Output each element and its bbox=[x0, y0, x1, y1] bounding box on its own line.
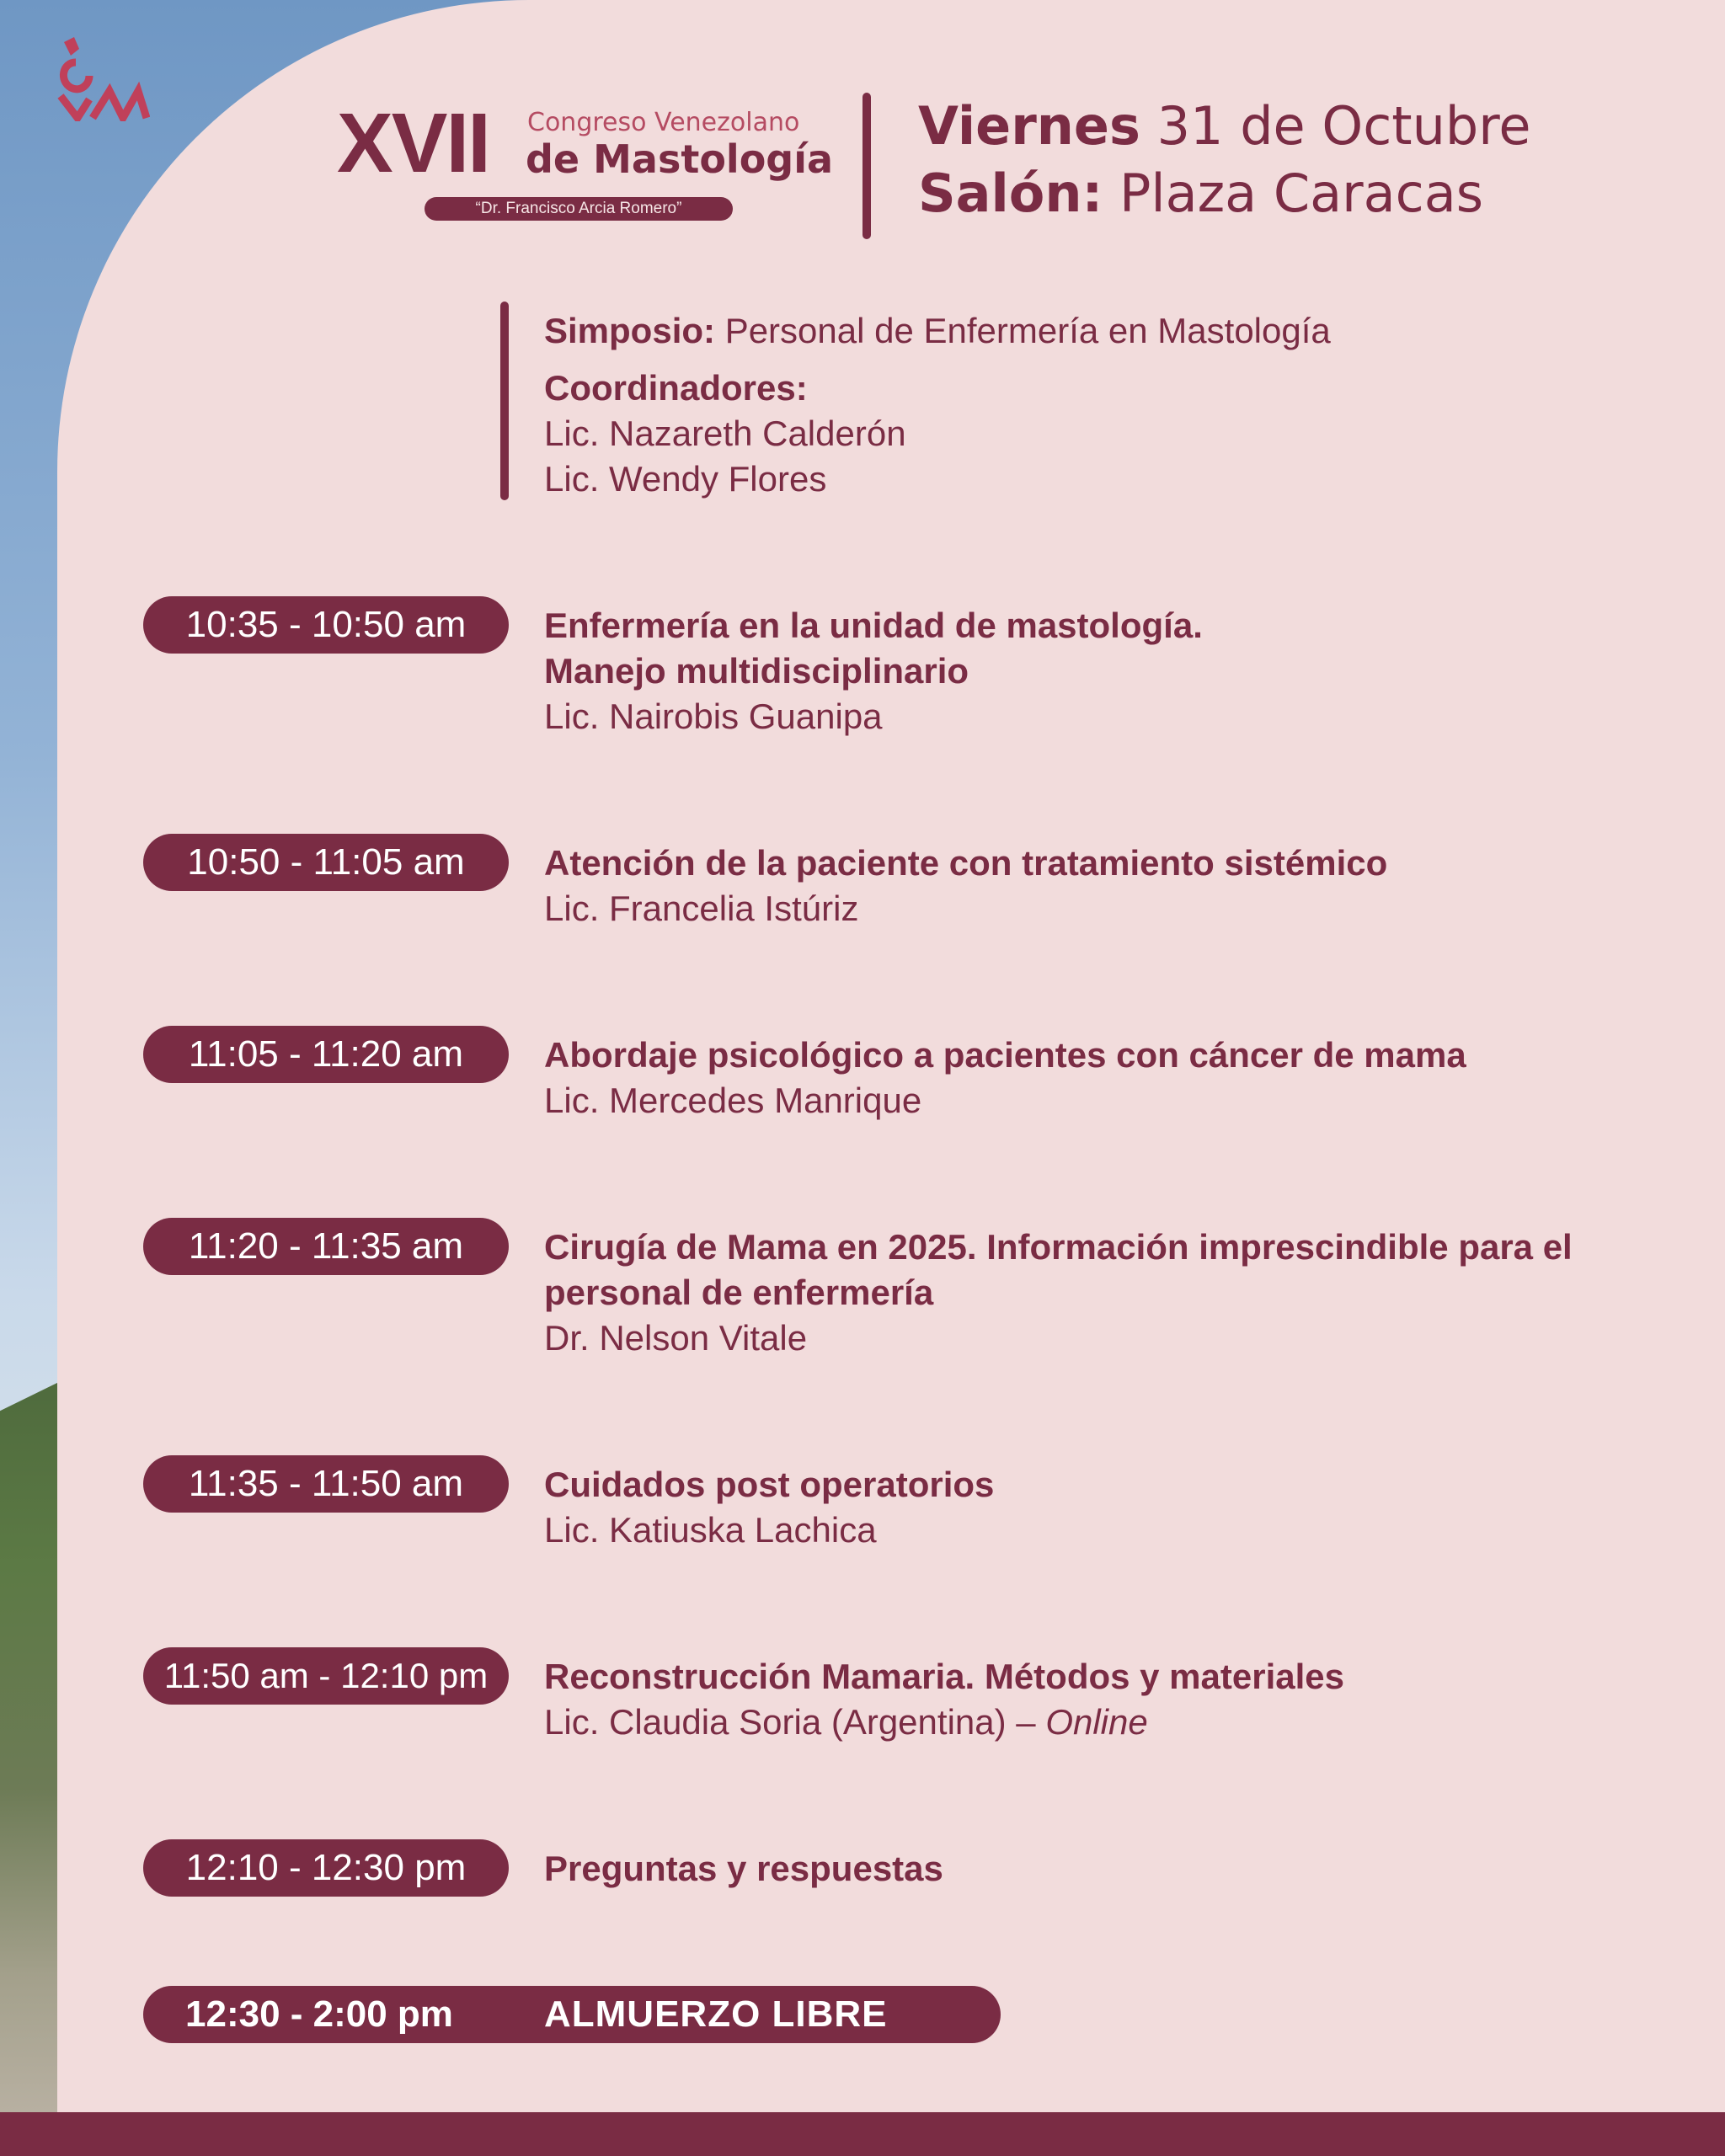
event-name-line2: de Mastología bbox=[526, 136, 834, 182]
time-pill: 11:35 - 11:50 am bbox=[143, 1455, 509, 1513]
talk-info bbox=[544, 603, 1673, 739]
lunch-label: ALMUERZO LIBRE bbox=[544, 1993, 888, 2035]
symposium-title: Personal de Enfermería en Mastología bbox=[724, 311, 1331, 350]
talk-title: Reconstrucción Mamaria. Métodos y materiales bbox=[544, 1657, 1344, 1696]
bottom-bar bbox=[0, 2112, 1725, 2156]
online-note: Online bbox=[1045, 1702, 1148, 1742]
talk-speaker: Lic. Claudia Soria (Argentina) – bbox=[544, 1702, 1036, 1742]
talk-info bbox=[544, 1846, 1673, 1892]
date-line bbox=[918, 93, 1531, 160]
symposium-line bbox=[544, 308, 1331, 354]
event-logo bbox=[337, 93, 834, 227]
talk-info bbox=[544, 1033, 1673, 1123]
time-pill: 11:20 - 11:35 am bbox=[143, 1218, 509, 1275]
coordinator-name: Lic. Wendy Flores bbox=[544, 459, 827, 499]
time-pill: 10:50 - 11:05 am bbox=[143, 834, 509, 891]
header-info bbox=[918, 93, 1531, 227]
room-label: Salón: bbox=[918, 163, 1103, 224]
coordinators-label: Coordinadores: bbox=[544, 368, 808, 408]
talk-title: Preguntas y respuestas bbox=[544, 1849, 943, 1888]
talk-title: personal de enfermería bbox=[544, 1273, 934, 1312]
symposium-block bbox=[544, 308, 1331, 502]
talk-title: Abordaje psicológico a pacientes con cáncer de mama bbox=[544, 1035, 1466, 1075]
symposium-divider bbox=[500, 302, 509, 500]
talk-title: Atención de la paciente con tratamiento sistémico bbox=[544, 843, 1388, 883]
event-numeral: XVII bbox=[337, 96, 489, 190]
lunch-time: 12:30 - 2:00 pm bbox=[185, 1993, 453, 2035]
event-honor-badge: “Dr. Francisco Arcia Romero” bbox=[425, 197, 733, 221]
talk-title: Enfermería en la unidad de mastología. bbox=[544, 606, 1203, 645]
day-label: Viernes bbox=[918, 95, 1140, 157]
talk-speaker-line bbox=[544, 1700, 1673, 1745]
talk-info bbox=[544, 1654, 1673, 1745]
time-pill: 11:50 am - 12:10 pm bbox=[143, 1647, 509, 1705]
room-text: Plaza Caracas bbox=[1119, 163, 1484, 224]
symposium-label: Simposio: bbox=[544, 311, 716, 350]
talk-title: Manejo multidisciplinario bbox=[544, 651, 969, 691]
time-pill: 12:10 - 12:30 pm bbox=[143, 1839, 509, 1897]
talk-speaker: Dr. Nelson Vitale bbox=[544, 1318, 808, 1358]
time-pill: 10:35 - 10:50 am bbox=[143, 596, 509, 654]
header-divider bbox=[862, 93, 871, 239]
coordinator-name: Lic. Nazareth Calderón bbox=[544, 414, 906, 453]
talk-speaker: Lic. Katiuska Lachica bbox=[544, 1510, 877, 1550]
lunch-banner bbox=[143, 1986, 1001, 2043]
talk-title: Cuidados post operatorios bbox=[544, 1465, 995, 1504]
talk-speaker: Lic. Mercedes Manrique bbox=[544, 1081, 922, 1120]
society-logo-icon bbox=[56, 37, 150, 121]
talk-speaker: Lic. Nairobis Guanipa bbox=[544, 696, 883, 736]
event-name-line1: Congreso Venezolano bbox=[527, 108, 800, 137]
talk-title: Cirugía de Mama en 2025. Información imprescindible para el bbox=[544, 1227, 1573, 1267]
talk-info bbox=[544, 1225, 1673, 1361]
date-text: 31 de Octubre bbox=[1156, 95, 1531, 157]
talk-info bbox=[544, 1462, 1673, 1553]
talk-speaker: Lic. Francelia Istúriz bbox=[544, 889, 859, 928]
time-pill: 11:05 - 11:20 am bbox=[143, 1026, 509, 1083]
room-line bbox=[918, 160, 1531, 227]
talk-info bbox=[544, 841, 1673, 931]
